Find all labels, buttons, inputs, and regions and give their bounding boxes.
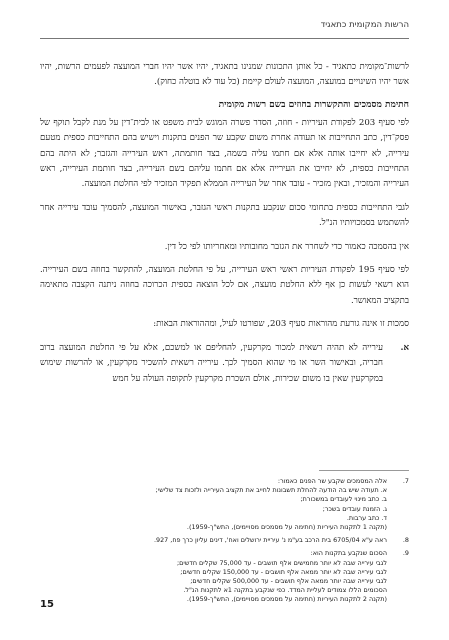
intro-paragraph: לרשות־מקומית כתאגיד - כל אותן התכונות שמנינו בתאגיד, יהיו אשר יהיו חברי המועצה לפעמים הרשות, יהיו אשר יהיו השינויים במועצה, המועצה לעולם קיימת (כל עוד לא בוטלה כחוק). <box>40 62 409 88</box>
footnotes <box>40 470 409 609</box>
list-item-marker: א. <box>400 342 409 353</box>
footnote-line: הסכומים הללו צמודים לעליית המדד. כפי שנקבע בתקנה 1א לתקנות הנ"ל. <box>183 586 387 595</box>
footnote-number: 7. <box>402 477 409 485</box>
paragraph-treasurer-delegation: לגבי התחייבות כספית בתחומי סכום שנקבע בתקנות ראשי הגזבר, באישור המועצה, להסמיך עובד עירייה אחר להשתמש בסמכויותיו הנ"ל. <box>40 202 409 229</box>
page-header <box>40 18 409 38</box>
list-item-text: עירייה לא תהיה רשאית למכור מקרקעין, להחליפם או למשכם, אלא על פי החלטת המועצה ברוב חבריה, ובאישור השר או מי שהוא הסמיך לכך. עירייה רשאית להשכיר מקרקעין, או להרשות שימוש במקרקעין שאין בו משום שכירות, אולם השכרת מקרקעין לתקופה העולה על חמש <box>40 342 383 384</box>
footnote-9 <box>40 549 409 604</box>
footnote-8 <box>40 536 409 545</box>
footnote-line: לגבי עירייה שבה יותר ממאה אלף תושבים - עד 500,000 שקלים חדשים; <box>190 577 387 586</box>
paragraph-treasurer-responsibility: אין בהסמכה כאמור כדי לשחרר את הגזבר מחובותיו ומאחריותו לפי כל דין. <box>164 241 409 252</box>
footnote-line: ד. כתב ערבות. <box>346 513 387 522</box>
page-number: 15 <box>40 599 54 610</box>
footnote-line: לגבי עירייה שבה לא יותר ממאה אלף תושבים - עד 150,000 שקלים חדשים; <box>180 567 387 576</box>
footnote-body <box>40 549 387 604</box>
footnote-line: הסכום שנקבע בתקנות הוא: <box>310 549 387 558</box>
footnote-line: (תקנה 1 לתקנות העיריות (חתימה על מסמכים מסויימים), התש"ך-1959). <box>186 523 387 532</box>
footnote-line: ראה ע"א 6705/04 בית הרכב בע"מ נ' עיריית ירושלים ואח', דינים עליון כרך פח, 927. <box>154 536 387 545</box>
footnote-line: לגבי עירייה שבה לא יותר מחמישים אלף תושבים - עד 75,000 שקלים חדשים; <box>177 558 387 567</box>
running-title: הרשות המקומית כתאגיד <box>320 20 409 30</box>
footnote-line: ג. הזמנת עובדים בשכר; <box>322 504 387 513</box>
footnote-line: (תקנה 2 לתקנות העיריות (חתימה על מסמכים מסויימים), התש"ך-1959). <box>186 595 387 604</box>
footnote-number: 9. <box>402 549 409 558</box>
footnote-line: אלה המסמכים שקבע שר הפנים כאמור: <box>277 477 387 485</box>
footnote-line: א. תעודה שיש בה הודעה להחלת תשבונות לחייב את תקציב העירייה ולזכות צד שלישי; <box>155 486 387 495</box>
footnote-7 <box>40 477 409 532</box>
paragraph-section-195: לפי סעיף 195 לפקודת העיריות ראשי ראש העירייה, על פי החלטת המועצה, להתקשר בחוזה בשם העירייה. הוא רשאי לעשות כן אף ללא החלטת מועצה, אם לכל הוצאה כספית הכרוכה בחוזה ניתנה הקצבה מתאימה בתקציב המאושר. <box>40 265 409 306</box>
footnote-divider <box>319 470 409 471</box>
section-heading: חתימת מסמכים והתקשרות בחוזים בשם רשות מקומית <box>218 99 409 110</box>
paragraph-section-203: לפי סעיף 203 לפקודת העיריות - חוזה, הסדר פשרה המוגש לבית משפט או לבית־דין על מנת לקבל תוקף של פסק־דין, כתב התחייבות או תעודה אחרת משום שקבע שר הפנים בתקנות וישיש בהם התחייבות כספית מטעם עירייה, לא יחייבו אותה אלא אם חתמו עליה בשמה, בצד חותמתה, ראש העירייה והגזבר; לא היתה בהם התחייבות כספית, לא יחייבו את העירייה אלא אם חתמו עליהם בשם העירייה, בצד חותמת העירייה, ראש העירייה והמזכיר, ובאין מזכיר - עובד אחר של העירייה הממלא תפקיד המזכיר לפי החלטת המועצה. <box>40 117 410 190</box>
footnote-body <box>40 477 387 532</box>
footnote-line: ב. כתב מינוי לעובדים במשכורת; <box>300 495 387 504</box>
footnote-number: 8. <box>402 536 409 545</box>
footnote-body <box>40 536 387 545</box>
list-item-a <box>40 341 409 395</box>
main-content <box>40 60 409 395</box>
header-rule <box>40 38 409 39</box>
paragraph-authority-note: סמכות זו אינה גורעת מהוראות סעיף 203, שפורטו לעיל, ומההוראות הבאות: <box>153 319 409 330</box>
